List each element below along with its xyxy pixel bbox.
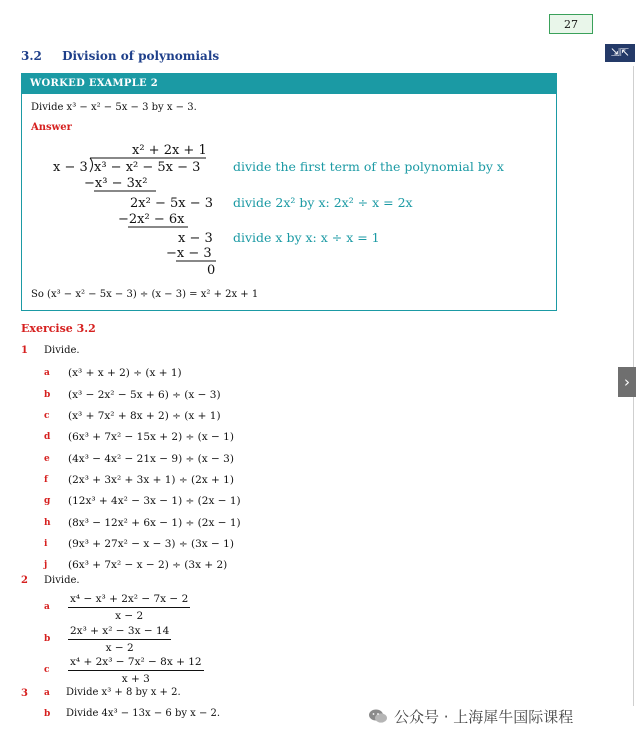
question-text: Divide x³ + 8 by x + 2. — [66, 687, 181, 698]
division-expression: (x³ + 7x² + 8x + 2) ÷ (x + 1) — [68, 410, 221, 422]
question-number: 3 — [21, 688, 28, 699]
fraction-numerator: 2x³ + x² − 3x − 14 — [68, 625, 171, 640]
step3-subtract: −x − 3 — [166, 246, 212, 261]
question-text: Divide. — [44, 575, 80, 586]
step-note-2: divide 2x² by x: 2x² ÷ x = 2x — [233, 195, 413, 210]
item-letter: a — [44, 602, 50, 612]
question-text: Divide. — [44, 345, 80, 356]
step2-remainder: 2x² − 5x − 3 — [130, 196, 214, 211]
chevron-right-icon[interactable]: › — [618, 367, 636, 397]
question-text: Divide 4x³ − 13x − 6 by x − 2. — [66, 708, 221, 719]
section-heading — [21, 49, 219, 63]
worked-example-header: WORKED EXAMPLE 2 — [22, 74, 556, 94]
fraction-denominator: x − 2 — [115, 610, 144, 622]
fraction-denominator: x − 2 — [105, 642, 134, 654]
step-note-1: divide the first term of the polynomial by x — [233, 159, 504, 174]
fraction-numerator: x⁴ + 2x³ − 7x² − 8x + 12 — [68, 656, 204, 671]
wechat-icon — [368, 708, 388, 724]
question-number: 2 — [21, 575, 28, 586]
item-letter: a — [44, 688, 50, 698]
fraction-numerator: x⁴ − x³ + 2x² − 7x − 2 — [68, 593, 190, 608]
exercise-title: Exercise 3.2 — [21, 322, 96, 335]
item-letter: b — [44, 709, 51, 719]
page-number: 27 — [549, 14, 593, 34]
item-letter: c — [44, 665, 50, 675]
fraction-expression — [68, 656, 204, 685]
collapse-arrows-icon[interactable]: ⇲⇱ — [605, 44, 635, 62]
question-number: 1 — [21, 345, 28, 356]
item-letter: d — [44, 432, 51, 442]
divisor: x − 3 — [53, 160, 88, 175]
section-title: Division of polynomials — [62, 49, 220, 63]
quotient: x² + 2x + 1 — [132, 143, 207, 158]
item-letter: h — [44, 518, 51, 528]
item-letter: g — [44, 496, 51, 506]
division-expression: (9x³ + 27x² − x − 3) ÷ (3x − 1) — [68, 538, 234, 550]
watermark — [368, 706, 573, 727]
worked-example-task: Divide x³ − x² − 5x − 3 by x − 3. — [31, 102, 197, 113]
step1-subtract: −x³ − 3x² — [84, 176, 148, 191]
step2-subtract: −2x² − 6x — [118, 212, 185, 227]
item-letter: b — [44, 634, 51, 644]
item-letter: j — [44, 560, 48, 570]
dividend: x³ − x² − 5x − 3 — [94, 160, 201, 175]
worked-example-box — [21, 73, 557, 311]
division-expression: (x³ − 2x² − 5x + 6) ÷ (x − 3) — [68, 389, 221, 401]
section-number: 3.2 — [21, 49, 42, 63]
item-letter: a — [44, 368, 50, 378]
step3-remainder: x − 3 — [178, 231, 213, 246]
item-letter: e — [44, 454, 50, 464]
worked-example-conclusion: So (x³ − x² − 5x − 3) ÷ (x − 3) = x² + 2x + 1 — [31, 289, 259, 300]
fraction-expression — [68, 625, 171, 654]
item-letter: f — [44, 475, 48, 485]
division-expression: (12x³ + 4x² − 3x − 1) ÷ (2x − 1) — [68, 495, 241, 507]
fraction-expression — [68, 593, 190, 622]
answer-label: Answer — [31, 122, 72, 133]
division-expression: (6x³ + 7x² − x − 2) ÷ (3x + 2) — [68, 559, 228, 571]
division-expression: (x³ + x + 2) ÷ (x + 1) — [68, 367, 182, 379]
final-remainder: 0 — [207, 263, 216, 274]
step-note-3: divide x by x: x ÷ x = 1 — [233, 230, 380, 245]
division-expression: (2x³ + 3x² + 3x + 1) ÷ (2x + 1) — [68, 474, 234, 486]
watermark-text: 公众号 · 上海犀牛国际课程 — [394, 708, 574, 726]
item-letter: i — [44, 539, 48, 549]
division-expression: (4x³ − 4x² − 21x − 9) ÷ (x − 3) — [68, 453, 234, 465]
division-expression: (8x³ − 12x² + 6x − 1) ÷ (2x − 1) — [68, 517, 241, 529]
division-expression: (6x³ + 7x² − 15x + 2) ÷ (x − 1) — [68, 431, 234, 443]
division-bracket — [90, 158, 93, 172]
item-letter: b — [44, 390, 51, 400]
long-division-diagram — [22, 74, 558, 274]
item-letter: c — [44, 411, 50, 421]
fraction-denominator: x + 3 — [121, 673, 150, 685]
